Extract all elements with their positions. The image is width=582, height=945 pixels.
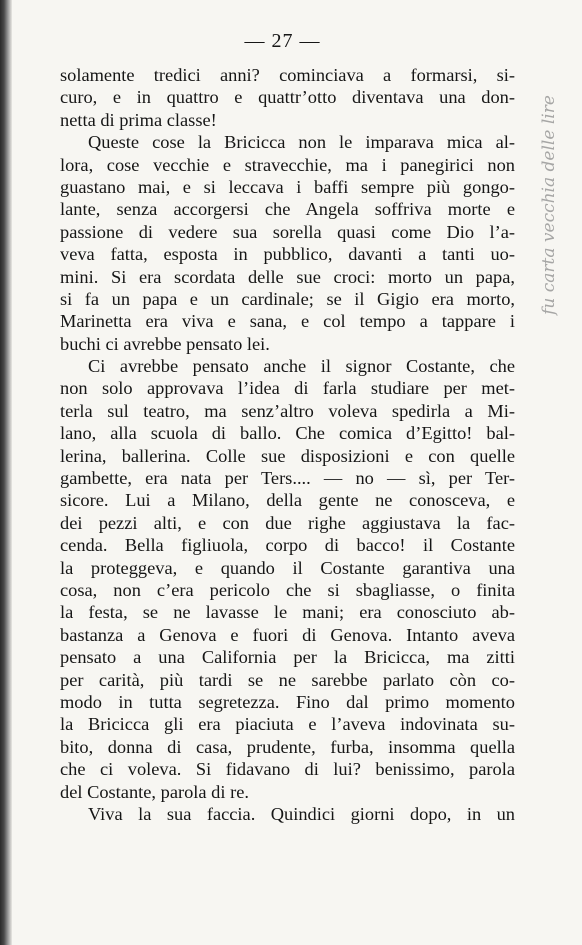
text-line: sicore. Lui a Milano, della gente ne conosceva, e [60, 490, 515, 511]
text-line: bastanza a Genova e fuori di Genova. Intanto aveva [60, 624, 515, 645]
text-line: netta di prima classe! [60, 109, 217, 130]
text-line: del Costante, parola di re. [60, 781, 249, 802]
binding-edge [0, 0, 12, 945]
page-number: — 27 — [244, 30, 321, 52]
text-line: lora, cose vecchie e stravecchie, ma i panegirici non [60, 154, 515, 175]
text-line: lerina, ballerina. Colle sue disposizioni e con quelle [60, 445, 515, 466]
text-line: Marinetta era viva e sana, e col tempo a tappare i [60, 311, 515, 332]
text-line: non solo approvava l’idea di farla studiare per met- [60, 378, 515, 399]
text-line: buchi ci avrebbe pensato lei. [60, 333, 270, 354]
text-line: modo in tutta segretezza. Fino dal primo momento [60, 691, 515, 712]
text-line: curo, e in quattro e quattr’otto diventava una don- [60, 87, 515, 108]
text-line: la Briciccа gli era piaciuta e l’aveva indovinata su- [60, 714, 515, 735]
text-line: veva fatta, esposta in pubblico, davanti a tanti uo- [60, 244, 515, 265]
text-line: la festa, se ne lavasse le mani; era conosciuto ab- [60, 602, 515, 623]
text-line: guastano mai, e si leccava i baffi sempre più gongo- [60, 176, 515, 197]
text-line: Queste cose la Briciccа non le imparava mica al- [88, 132, 515, 153]
text-line: Viva la sua faccia. Quindici giorni dopo, in un [88, 803, 515, 824]
text-line: cenda. Bella figliuola, corpo di bacco! il Costante [60, 535, 515, 556]
handwritten-margin-note [525, 20, 573, 390]
text-line: dei pezzi alti, e con due righe aggiustava la fac- [60, 512, 515, 533]
text-line: lano, alla scuola di ballo. Che comica d’Egitto! bal- [60, 423, 515, 444]
text-line: solamente tredici anni? cominciava a formarsi, si- [60, 65, 515, 85]
text-line: per carità, più tardi se ne sarebbe parlato còn co- [60, 669, 515, 690]
text-line: si fa un papa e un cardinale; se il Gigio era morto, [60, 288, 515, 309]
text-line: lante, senza accorgersi che Angela soffriva morte e [60, 199, 515, 220]
text-line: che ci voleva. Si fidavano di lui? benissimo, parola [60, 759, 515, 780]
body-text [60, 64, 515, 825]
text-line: terla sul teatro, ma senz’altro voleva spedirla a Mi- [60, 400, 515, 421]
text-line: pensato a una California per la Briciccа, ma zitti [60, 647, 515, 668]
text-line: passione di vedere sua sorella quasi come Dio l’a- [60, 221, 515, 242]
text-line: cosa, non c’era pericolo che si sbagliasse, o finita [60, 579, 515, 600]
text-line: bito, donna di casa, prudente, furba, insomma quella [60, 736, 515, 757]
margin-note-text: fu carta vecchia delle lire [539, 95, 559, 315]
text-line: la proteggeva, e quando il Costante garantiva una [60, 557, 515, 578]
text-line: gambette, era nata per Ters.... — no — sì, per Ter- [60, 468, 515, 489]
text-line: mini. Si era scordata delle sue croci: morto un papa, [60, 266, 515, 287]
book-page [60, 28, 515, 825]
text-line: Ci avrebbe pensato anche il signor Costante, che [88, 356, 515, 377]
